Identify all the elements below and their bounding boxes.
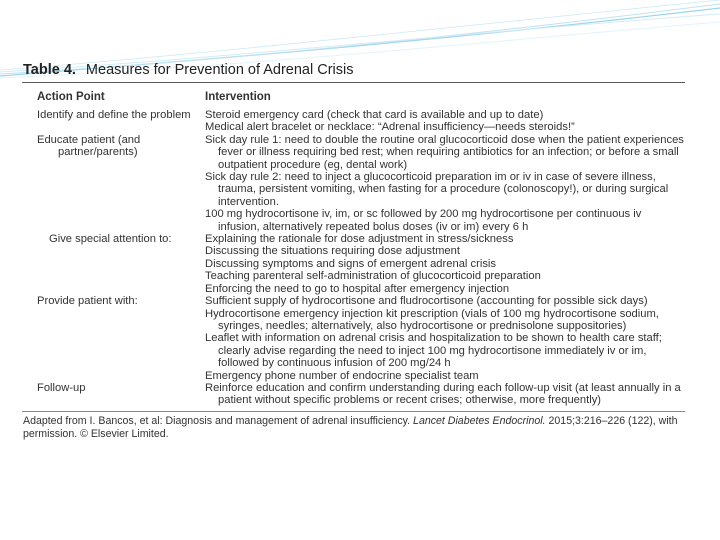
action-point-cell: Give special attention to: xyxy=(49,233,172,246)
table-row xyxy=(22,233,685,295)
intervention-item: Discussing symptoms and signs of emergent adrenal crisis xyxy=(205,257,496,270)
table-footnote xyxy=(22,415,685,442)
action-point-cell: Provide patient with: xyxy=(37,295,138,308)
action-point-cell: Identify and define the problem xyxy=(37,109,191,121)
intervention-item: 100 mg hydrocortisone iv, im, or sc followed by 200 mg hydrocortisone per continuous iv infusion, alternatively repeated bolus doses (iv or im) every 6 h xyxy=(205,208,642,233)
swoosh-line xyxy=(0,0,720,70)
intervention-item: Hydrocortisone emergency injection kit prescription (vials of 100 mg hydrocortisone sodium, syringes, needles; alternatively, also hydrocortisone or prednisolone suppositories) xyxy=(205,307,659,332)
table-row xyxy=(22,109,685,134)
header-intervention: Intervention xyxy=(205,91,271,103)
bottom-rule xyxy=(22,411,685,412)
table-document xyxy=(22,62,685,442)
footnote-journal: Lancet Diabetes Endocrinol. xyxy=(413,414,546,427)
table-header-row xyxy=(22,83,685,109)
table-title-text: Measures for Prevention of Adrenal Crisis xyxy=(85,62,354,78)
action-point-cell: Educate patient (and partner/parents) xyxy=(37,133,141,159)
action-point-cell: Follow-up xyxy=(37,381,86,394)
table-row xyxy=(22,382,685,411)
table-row xyxy=(22,295,685,382)
intervention-item: Steroid emergency card (check that card is available and up to date) xyxy=(205,109,544,121)
table-row xyxy=(22,134,685,233)
table-title xyxy=(23,62,685,78)
table-label: Table 4. xyxy=(23,62,76,78)
footnote-source: Adapted from I. Bancos, et al: Diagnosis and management of adrenal insufficiency. xyxy=(23,414,411,427)
intervention-item: Teaching parenteral self-administration of glucocorticoid preparation xyxy=(205,270,541,283)
footnote-citation: 2015;3:216–226 (122), with permission. © Elsevier Limited. xyxy=(23,414,678,441)
intervention-item: Emergency phone number of endocrine specialist team xyxy=(205,369,479,382)
intervention-item: Sufficient supply of hydrocortisone and fludrocortisone (accounting for possible sick days) xyxy=(205,295,648,308)
intervention-item: Medical alert bracelet or necklace: “Adrenal insufficiency—needs steroids!” xyxy=(205,121,575,134)
intervention-item: Leaflet with information on adrenal crisis and hospitalization to be shown to health care staff; clearly advise regarding the need to inject 100 mg hydrocortisone immediately iv or im, followed by continuous infusion of 200 mg/24 h xyxy=(205,332,662,370)
measures-table xyxy=(22,83,685,411)
intervention-item: Enforcing the need to go to hospital after emergency injection xyxy=(205,282,510,295)
header-action-point: Action Point xyxy=(37,91,105,103)
intervention-item: Discussing the situations requiring dose adjustment xyxy=(205,245,460,258)
intervention-item: Explaining the rationale for dose adjustment in stress/sickness xyxy=(205,233,514,246)
intervention-item: Sick day rule 1: need to double the routine oral glucocorticoid dose when the patient experiences fever or illness requiring bed rest; when requiring antibiotics for an infection; or before a small outpatient procedure (eg, dental work) xyxy=(205,133,684,171)
intervention-item: Reinforce education and confirm understanding during each follow-up visit (at least annually in a patient without specific problems or recent crises; otherwise, more frequently) xyxy=(205,381,681,407)
intervention-item: Sick day rule 2: need to inject a glucocorticoid preparation im or iv in case of severe illness, trauma, persistent vomiting, when fasting for a procedure (colonoscopy!), or during surgical intervention. xyxy=(205,171,669,208)
